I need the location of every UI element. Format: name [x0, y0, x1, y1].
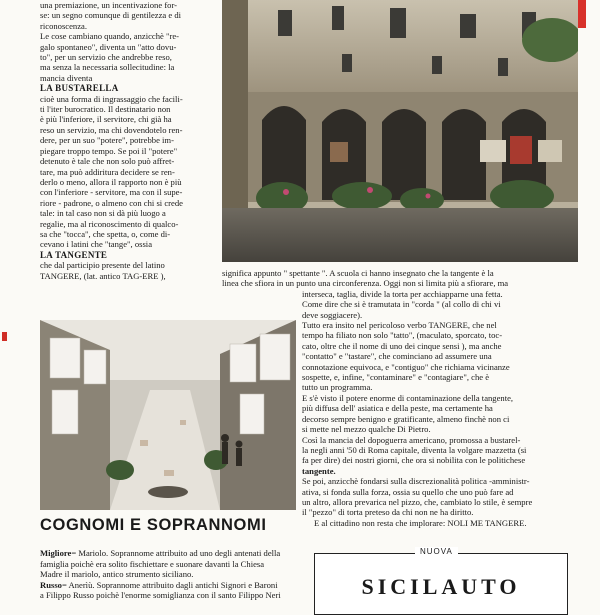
surname-definition: = Mariolo. Soprannome attribuito ad uno degli antenati della [71, 548, 281, 558]
text-line: reso un servizio, ma chi dovendotelo ren- [40, 124, 183, 135]
text-line: Così la mancia del dopoguerra americano, promossa a bustarel- [302, 434, 521, 445]
text-line: derlo o meno, allora il rapporto non è più [40, 176, 182, 187]
text-line: che dal participio presente del latino [40, 260, 165, 271]
text-line: riore - padrone, o almeno con chi si crede [40, 197, 183, 208]
text-line: la negli anni '50 di Roma capitale, diventa la volgare mazzetta (si [302, 444, 527, 455]
text-line: il "pezzo" di torta preteso da chi non ne ha diritto. [302, 507, 474, 518]
ad-badge: NUOVA [415, 547, 458, 556]
cognomi-section-title: COGNOMI E SOPRANNOMI [40, 516, 267, 534]
red-margin-mark [2, 332, 7, 341]
surname-term: Migliore [40, 548, 72, 558]
text-line: TANGERE, (lat. antico TAG-ERE ), [40, 270, 166, 281]
text-line: significa appunto " spettante ". A scuola ci hanno insegnato che la tangente è la [222, 268, 494, 278]
alley-photo [40, 320, 296, 510]
text-line: piegare troppo tempo. Se poi il "potere" [40, 145, 178, 156]
text-line: Se poi, anzicchè fondarsi sulla discrezionalità politica -amministr- [302, 476, 530, 487]
courtyard-photo-illustration [222, 0, 578, 262]
text-line: Madre il mariolo, antico strumento siciliano. [40, 569, 194, 580]
text-line: cevano i latini che "tange", ossia [40, 239, 153, 250]
text-line: detenuto è tale che non solo può affret- [40, 156, 175, 167]
text-line: fa per dire) dei nostri giorni, che ora si nobilita con le politichese [302, 455, 526, 466]
courtyard-photo [222, 0, 578, 262]
text-line: linea che sfiora in un punto una circonferenza. Oggi non si limita più a sfiorare, ma [222, 278, 509, 289]
section-heading-bustarella: LA BUSTARELLA [40, 83, 119, 94]
red-corner-accent [578, 0, 586, 28]
text-line: ma senza la necessaria sollecitudine: la [40, 62, 175, 73]
text-line: famiglia poichè era solito fischiettare e suonare davanti la Chiesa [40, 558, 265, 569]
ad-brand-name: SICILAUTO [361, 574, 521, 599]
text-line: galo spontaneo", diventa un "atto dovu- [40, 41, 177, 52]
text-line: si mette nel mezzo qualche Di Pietro. [302, 424, 431, 435]
text-line: una premiazione, un incentivazione for- [40, 0, 178, 10]
text-line: "contatto" e "tastare", che cominciano ad assumere una [302, 351, 492, 362]
text-line: to", per un servizio che andrebbe reso, [40, 52, 172, 63]
advertisement-box [314, 547, 568, 615]
text-line: Come dire che si è tramutata in "corda " (al collo di chi vi [302, 299, 501, 310]
text-line: ti l'iter burocratico. Il destinatario non [40, 104, 171, 115]
text-line: E al cittadino non resta che implorare: NOLI ME TANGERE. [314, 517, 527, 528]
text-line [40, 548, 302, 559]
section-heading-tangente: LA TANGENTE [40, 249, 108, 260]
text-line: E s'è visto il potere enorme di contaminazione della tangente, [302, 392, 514, 403]
text-line: decorso sempre benigno e gratificante, almeno finchè non ci [302, 413, 510, 424]
text-line: tutto un programma. [302, 382, 373, 393]
text-line: riconoscenza. [40, 20, 88, 31]
text-line: interseca, taglia, divide la torta per acchiapparne una fetta. [302, 288, 503, 299]
text-line: cato, oltre che il nome di uno dei cinque sensi ), ma anche [302, 340, 502, 351]
cognomi-section-text [40, 548, 302, 601]
text-line: dere, per un suo "potere", potrebbe im- [40, 135, 174, 146]
text-line: tempo ha filiato non solo "tatto", (maculato, sporcato, toc- [302, 330, 503, 341]
text-line: Tutto era insito nel pericoloso verbo TANGERE, che nel [302, 320, 497, 331]
text-line: a Filippo Russo poichè l'enorme somiglianza con il santo Filippo Neri [40, 590, 281, 601]
text-line: tangente. [302, 465, 336, 476]
text-line: connotazione equivoca, e "contiguo" che richiama vicinanze [302, 361, 510, 372]
left-article-column [40, 0, 222, 281]
text-line: più diffusa dell' asiatica e della peste, ma certamente ha [302, 403, 493, 414]
text-line: tare, ma può addiritura decidere se ren- [40, 166, 175, 177]
text-line: regalie, ma al riconoscimento di qualco- [40, 218, 179, 229]
text-line: un altro, allora prevarica nel pizzo, che, cambiato lo stile, è sempre [302, 496, 533, 507]
text-line: tale: in tal caso non si dà più luogo a [40, 208, 166, 219]
text-line: cioè una forma di ingrassaggio che facili- [40, 93, 183, 104]
text-line: sospette, e, infine, "contaminare" e "contagiare", che è [302, 372, 490, 383]
text-line: se: un segno comunque di gentilezza e di [40, 10, 182, 21]
text-line: ativa, si fonda sulla forza, ossia su quello che uno può fare ad [302, 486, 514, 497]
text-line: deve soggiacere). [302, 309, 363, 320]
alley-photo-illustration [40, 320, 296, 510]
text-line: è più l'inferiore, il servitore, chi già ha [40, 114, 172, 125]
surname-definition: = Anerìù. Soprannome attribuito dagli antichi Signori e Baroni [61, 579, 278, 590]
text-line [40, 580, 302, 591]
text-line: sa che "tocca", che spetta, o, come di- [40, 228, 171, 239]
surname-term: Russo [40, 579, 62, 590]
text-line: con l'inferiore - servitore, ma con il supe- [40, 187, 183, 198]
text-line: mancia diventa [40, 72, 93, 83]
text-line: Le cose cambiano quando, anzicchè "re- [40, 31, 180, 42]
